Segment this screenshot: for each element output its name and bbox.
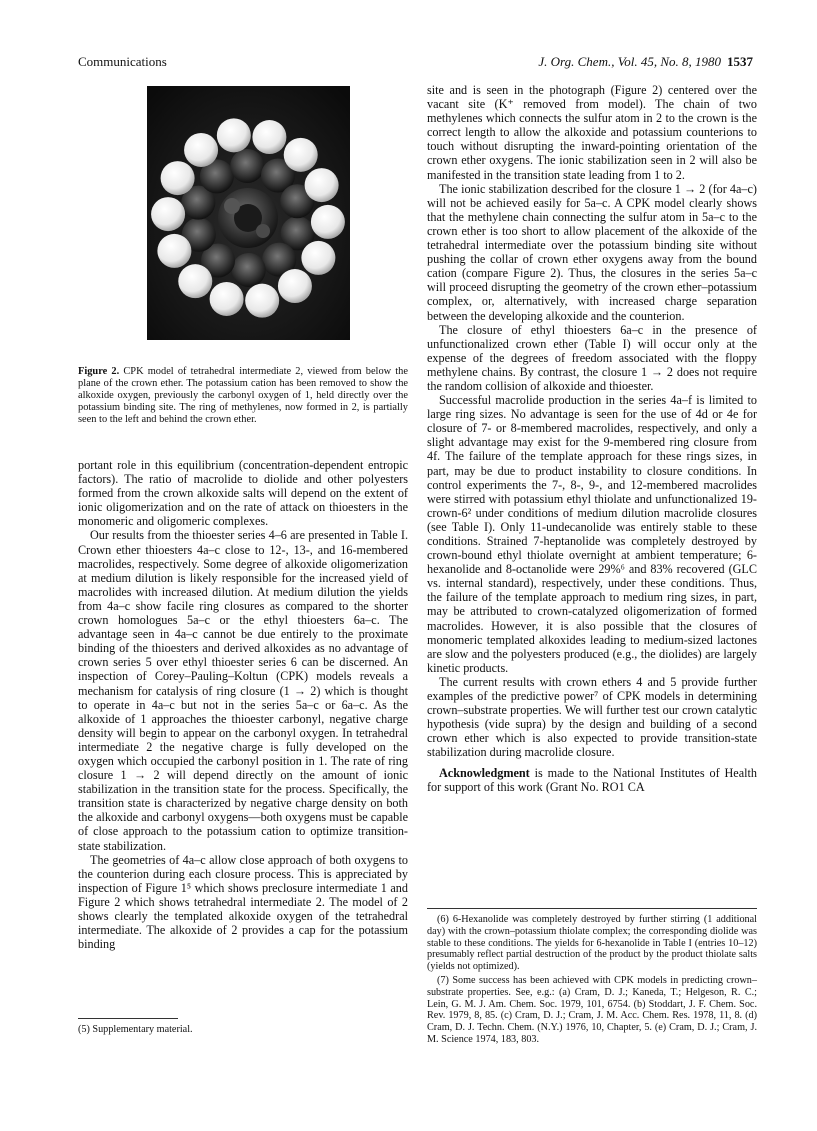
cpk-hydrogen-atom xyxy=(301,241,335,275)
running-header-section: Communications xyxy=(78,54,167,69)
cpk-hydrogen-atom xyxy=(305,168,339,202)
right-paragraph-3: The closure of ethyl thioesters 6a–c in the presence of unfunctionalized crown ether (Table I) will occur only at the expense of the degrees of freedom associated with the floppy methylene chains. By contrast, the closure 1 → 2 does not require the random collision of alkoxide and thioester. xyxy=(427,322,757,393)
cpk-hydrogen-atom xyxy=(151,197,185,231)
cpk-model-photo xyxy=(147,86,350,340)
right-footnotes xyxy=(427,914,757,1048)
right-paragraph-4: Successful macrolide production in the series 4a–f is limited to large ring sizes. No advantage is seen for the use of 4d or 4e for closure of 7- or 8-membered macrolides, respectively, and only a slight advantage may exist for the 9-membered ring closure from 4f. The failure of the template approach for these rings sizes, in part, may be due to product instability to closure conditions. In control experiments the 7-, 8-, 9-, and 12-membered macrolides were stirred with potassium ethyl thiolate and unfunctionalized 19-crown-6² under conditions of medium dilution macrolide closures (see Table I). Only 11-undecanolide was entirely stable to these conditions. Strained 7-heptanolide was completely destroyed by crown-bound ethyl thiolate overnight at ambient temperature; 6-hexanolide and 8-octanolide were 29%⁶ and 83% recovered (GLC vs. internal standard), respectively, under these conditions. Thus, the failure of the template approach to medium ring sizes, in part, may be attributed to crown-catalyzed oligomerization of formed macrolides. However, it is also possible that the closures of monomeric templated alkoxides leading to medium-sized lactones are slow and the polyesters produced (e.g., the diolides) are largely kinetic products. xyxy=(427,393,757,675)
page-number: 1537 xyxy=(727,54,753,69)
footnote-rule-right xyxy=(427,908,757,909)
figure-caption xyxy=(78,366,408,426)
figure-caption-text: CPK model of tetrahedral intermediate 2, viewed from below the plane of the crown ether. The potassium cation has been removed to show the alkoxide oxygen, previously the carbonyl oxygen of 1, held directly over the potassium binding site. The ring of methylenes, now formed in 2, is partially seen to the left and behind the crown ether. xyxy=(78,366,408,426)
cpk-inner-atom xyxy=(230,149,264,183)
acknowledgment-text: is made to the National Institutes of Health for support of this work (Grant No. RO1 CA xyxy=(427,765,757,794)
cpk-hydrogen-atom xyxy=(184,133,218,167)
cpk-hydrogen-atom xyxy=(311,205,345,239)
footnote-5: (5) Supplementary material. xyxy=(78,1024,193,1035)
cpk-hydrogen-atom xyxy=(284,138,318,172)
footnote-7: (7) Some success has been achieved with CPK models in predicting crown–substrate properties. See, e.g.: (a) Cram, D. J.; Kaneda, T.; Helgeson, R. C.; Lein, G. M. J. Am. Chem. Soc. 1979, 101, 6754. (b) Stoddart, J. F. Chem. Soc. Rev. 1979, 8, 85. (c) Cram, D. J.; Cram, J. M. Acc. Chem. Res. 1978, 11, 8. (d) Cram, D. J. Techn. Chem. (N.Y.) 1976, 10, Chapter, 5. (e) Cram, D. J.; Cram, J. M. Science 1974, 183, 803. xyxy=(427,974,757,1045)
left-paragraph-1: portant role in this equilibrium (concentration-dependent entropic factors). The ratio of macrolide to diolide and other polyesters formed from the crown alkoxide salts will depend on the extent of ionic oligomerization and on the rate of attack on thioesters in the monomeric and oligomeric complexes. xyxy=(78,458,408,529)
left-paragraph-2: Our results from the thioester series 4–6 are presented in Table I. Crown ether thioesters 4a–c close to 12-, 13-, and 16-membered macrolides, respectively. Some degree of alkoxide oligomerization at medium dilution is likely responsible for the increased yield of macrolides with increased dilution. At medium dilution the yields from 4a–c show facile ring closures as compared to the shorter crown homologues 5a–c or the ethyl thioesters 6a–c. The advantage seen in 4a–c cannot be due entirely to the proximate binding of the thioesters and derived alkoxides as no advantage of crown series 5 over ethyl thioester series 6 can be discerned. An inspection of Corey–Pauling–Koltun (CPK) models reveals a mechanism for catalysis of ring closure (1 → 2) which is thought to operate in 4a–c but not in the series 5a–c or 6a–c. As the alkoxide of 1 approaches the thioester carbonyl, negative charge density will begin to appear on the carbonyl oxygen. In tetrahedral intermediate 2 the negative charge is fully developed on the oxygen which occupied the carbonyl position in 1. The rate of ring closure 1 → 2 will depend directly on the amount of ionic stabilization in the transition state for the process. Specifically, the transition state is characterized by negative charge density on both the alkoxide and carbonyl oxygens—both oxygens must be capable of close approach to the potassium cation to optimize transition-state stabilization. xyxy=(78,528,408,853)
acknowledgment-title: Acknowledgment xyxy=(439,765,530,780)
right-paragraph-2: The ionic stabilization described for the closure 1 → 2 (for 4a–c) will not be achieved easily for 5a–c. A CPK model clearly shows that the methylene chain connecting the sulfur atom in 5a–c to the crown ether is too short to allow placement of the alkoxide of the tetrahedral intermediate over the potassium binding site without pushing the collar of crown ether oxygens away from the bound cation (compare Figure 2). Thus, the closures in the series 5a–c will proceed disrupting the geometry of the crown ether–potassium complex, or, alternatively, with increased charge separation between the developing alkoxide and the counterion. xyxy=(427,181,757,323)
cpk-hydrogen-atom xyxy=(217,118,251,152)
cpk-hydrogen-atom xyxy=(161,161,195,195)
cpk-hydrogen-atom xyxy=(210,282,244,316)
right-paragraph-5: The current results with crown ethers 4 and 5 provide further examples of the predictive power⁷ of CPK models in determining crown–substrate properties. We will further test our crown catalytic hypothesis (vide supra) by the design and building of a second crown ether which is also expected to provide transition-state stabilization during macrolide closure. xyxy=(427,674,757,760)
cpk-hydrogen-atom xyxy=(178,264,212,298)
cpk-hydrogen-atom xyxy=(245,284,279,318)
cpk-hydrogen-atom xyxy=(252,120,286,154)
running-header-journal xyxy=(538,54,753,70)
acknowledgment xyxy=(427,766,757,794)
right-paragraph-1: site and is seen in the photograph (Figure 2) centered over the vacant site (K⁺ removed from model). The chain of two methylenes which connects the sulfur atom in 2 to the crown is the correct length to allow the alkoxide and potassium counterions to touch without disrupting the inward-pointing orientation of the crown ether oxygens. The ionic stabilization seen in 2 will also be manifested in the transition state leading from 1 to 2. xyxy=(427,83,757,182)
cpk-model-illustration xyxy=(147,86,350,340)
cpk-hydrogen-atom xyxy=(278,269,312,303)
left-paragraph-3: The geometries of 4a–c allow close approach of both oxygens to the counterion during each closure process. This is appreciated by inspection of Figure 1⁵ which shows preclosure intermediate 1 and Figure 2 which shows tetrahedral intermediate 2. The model of 2 shows clearly the templated alkoxide oxygen of the tetrahedral intermediate. The alkoxide of 2 provides a cap for the potassium binding xyxy=(78,852,408,952)
cpk-inner-atom xyxy=(232,253,266,287)
journal-citation: J. Org. Chem., Vol. 45, No. 8, 1980 xyxy=(538,54,721,69)
footnote-rule-left xyxy=(78,1018,178,1019)
right-column xyxy=(427,83,757,794)
footnote-6: (6) 6-Hexanolide was completely destroyed by further stirring (1 additional day) with the crown–potassium thiolate complex; the corresponding diolide was stable to these conditions. The yields for 6-hexanolide in Table I (entries 10–12) presumably reflect partial destruction of the product by the product thiolate salts (yields not optimized). xyxy=(427,914,757,973)
left-column xyxy=(78,458,408,951)
cpk-hydrogen-atom xyxy=(157,234,191,268)
figure-label: Figure 2. xyxy=(78,366,120,377)
